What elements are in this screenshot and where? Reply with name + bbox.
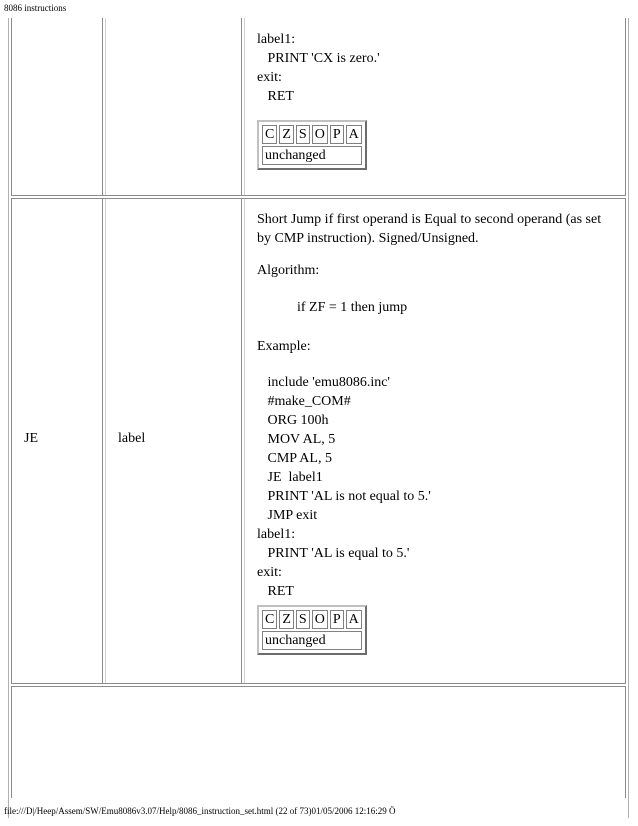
instruction-name: JE — [24, 431, 38, 446]
code-line: RET — [257, 584, 294, 599]
page-header-title: 8086 instructions — [4, 3, 67, 13]
flag-header: O — [312, 610, 328, 629]
code-line: label1: — [257, 32, 296, 47]
instruction-cell — [12, 199, 103, 683]
table-frame-left — [8, 18, 9, 818]
code-line: JE label1 — [257, 470, 323, 485]
table-row-continued — [11, 18, 626, 196]
code-line: ORG 100h — [257, 413, 329, 428]
code-line: JMP exit — [257, 508, 318, 523]
code-line: PRINT 'AL is equal to 5.' — [257, 546, 410, 561]
table-row-je — [11, 198, 626, 684]
flag-header: A — [346, 610, 362, 629]
code-line: exit: — [257, 70, 282, 85]
flag-header: S — [296, 610, 310, 629]
flag-header: S — [296, 125, 310, 144]
flag-header: O — [312, 125, 328, 144]
operands-cell — [105, 199, 242, 683]
flags-table — [257, 605, 367, 655]
description-text: Short Jump if first operand is Equal to second operand (as set by CMP instruction). Signed/Unsigned. — [257, 212, 602, 246]
flag-header: Z — [279, 610, 294, 629]
flag-header: Z — [279, 125, 294, 144]
example-label: Example: — [257, 339, 311, 354]
table-frame-right — [628, 18, 629, 818]
code-line: #make_COM# — [257, 394, 351, 409]
description-cell — [244, 18, 625, 195]
code-line: CMP AL, 5 — [257, 451, 332, 466]
code-line: include 'emu8086.inc' — [257, 375, 390, 390]
flag-header: A — [346, 125, 362, 144]
table-row-next — [11, 686, 626, 798]
flag-header: C — [262, 125, 277, 144]
code-line: RET — [257, 89, 294, 104]
flags-value: unchanged — [262, 146, 362, 165]
operands-cell — [105, 18, 242, 195]
flags-table — [257, 120, 367, 170]
flag-header: P — [330, 125, 344, 144]
code-line: exit: — [257, 565, 282, 580]
code-line: label1: — [257, 527, 296, 542]
code-line: PRINT 'CX is zero.' — [257, 51, 380, 66]
description-cell — [244, 199, 625, 683]
instruction-cell — [12, 18, 103, 195]
page-footer-path: file:///D|/Heep/Assem/SW/Emu8086v3.07/Help/8086_instruction_set.html (22 of 73)01/05/2006 12:16:29 Ö — [4, 806, 396, 816]
flag-header: P — [330, 610, 344, 629]
flags-value: unchanged — [262, 631, 362, 650]
algorithm-label: Algorithm: — [257, 263, 320, 278]
operands-text: label — [118, 431, 146, 446]
code-line: PRINT 'AL is not equal to 5.' — [257, 489, 431, 504]
algorithm-text: if ZF = 1 then jump — [297, 300, 408, 315]
flag-header: C — [262, 610, 277, 629]
code-line: MOV AL, 5 — [257, 432, 336, 447]
